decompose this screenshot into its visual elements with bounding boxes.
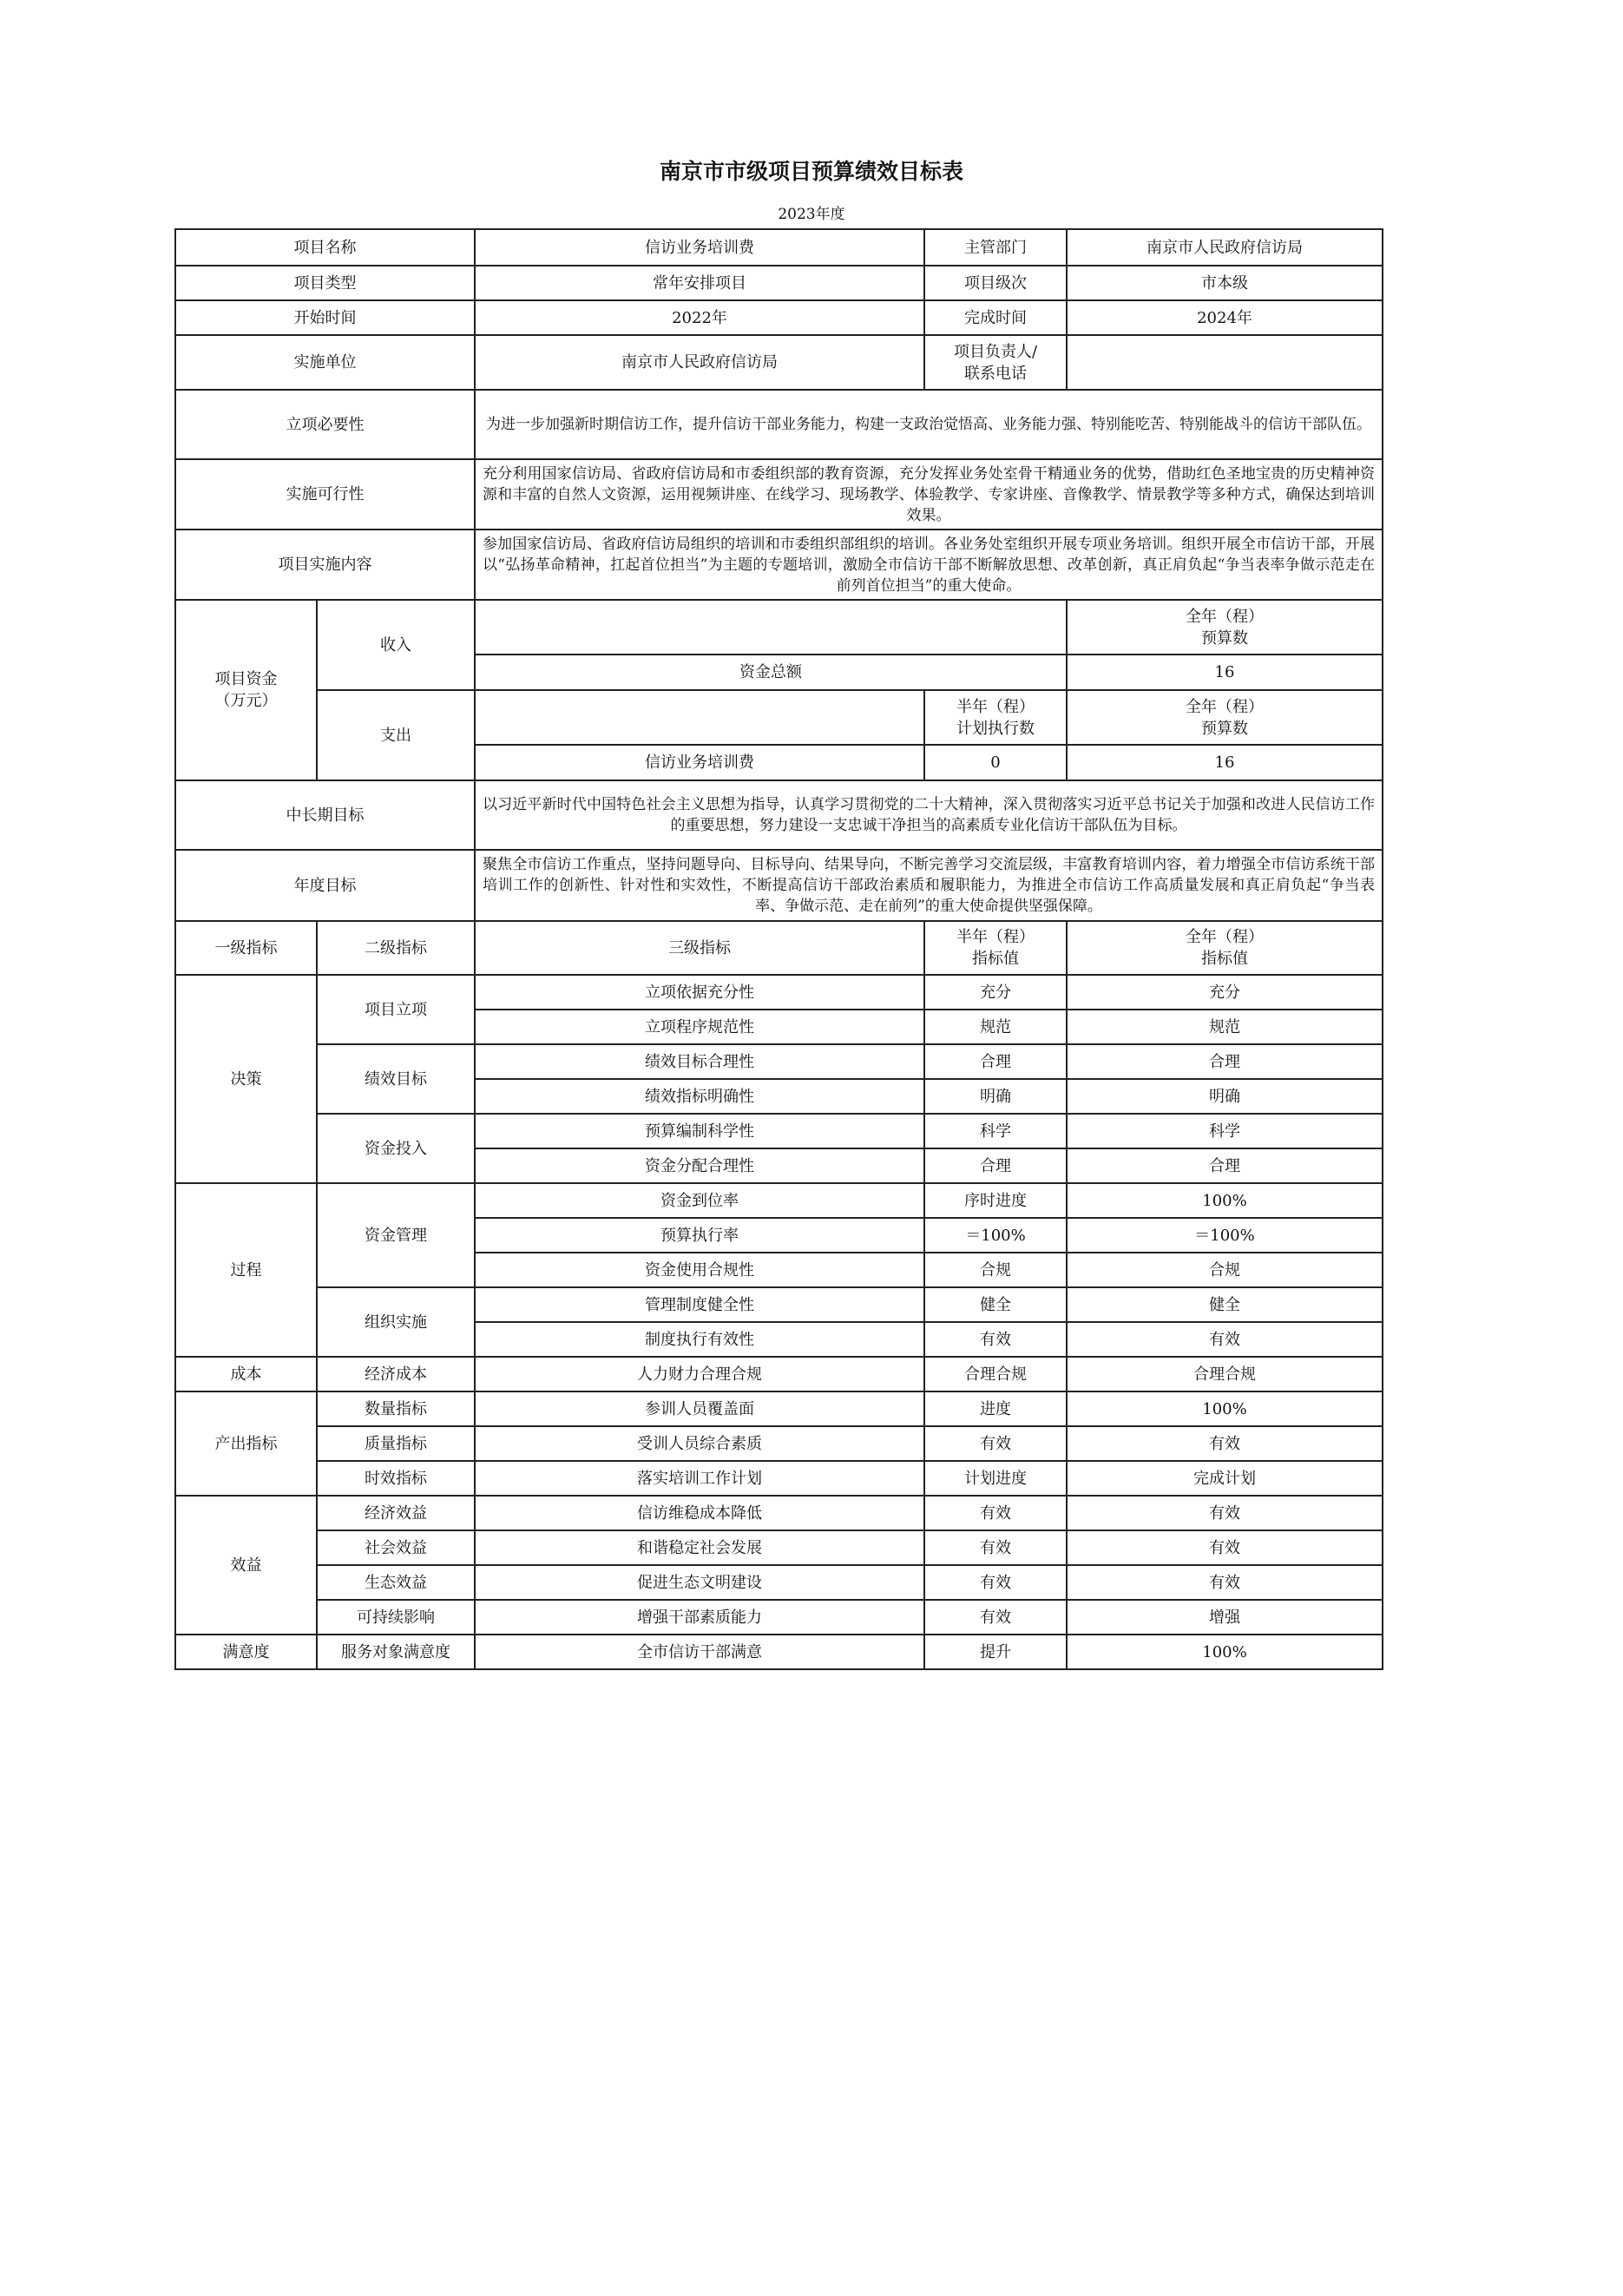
project-name: 信访业务培训费 [475, 229, 924, 266]
indicator-l2: 服务对象满意度 [317, 1635, 475, 1669]
indicator-half: 计划进度 [924, 1461, 1067, 1496]
header-full: 全年（程） 指标值 [1067, 921, 1383, 975]
indicator-l3: 管理制度健全性 [475, 1287, 924, 1322]
table-row [175, 1391, 1383, 1426]
expense-item-half: 0 [924, 745, 1067, 780]
contact-value [1067, 335, 1383, 390]
table-row [175, 1287, 1383, 1322]
indicator-l2: 项目立项 [317, 975, 475, 1044]
indicator-l2: 数量指标 [317, 1391, 475, 1426]
indicator-l3: 受训人员综合素质 [475, 1426, 924, 1461]
indicator-l1: 决策 [175, 975, 317, 1183]
indicator-l2: 质量指标 [317, 1426, 475, 1461]
expense-blank [475, 690, 924, 745]
indicator-full: 100% [1067, 1391, 1383, 1426]
indicator-full: 充分 [1067, 975, 1383, 1010]
indicator-half: 提升 [924, 1635, 1067, 1669]
indicator-l3: 人力财力合理合规 [475, 1357, 924, 1391]
indicator-full: 合理 [1067, 1148, 1383, 1183]
table-row [175, 1461, 1383, 1496]
header-l3: 三级指标 [475, 921, 924, 975]
indicator-l3: 和谐稳定社会发展 [475, 1530, 924, 1565]
indicator-half: 有效 [924, 1565, 1067, 1600]
indicator-l3: 立项程序规范性 [475, 1010, 924, 1044]
indicator-l2: 资金管理 [317, 1183, 475, 1287]
indicator-full: 合规 [1067, 1253, 1383, 1287]
expense-item-full: 16 [1067, 745, 1383, 780]
indicator-l3: 绩效目标合理性 [475, 1044, 924, 1079]
indicator-l3: 资金分配合理性 [475, 1148, 924, 1183]
indicator-full: 有效 [1067, 1322, 1383, 1357]
total-funds-label: 资金总额 [475, 655, 1067, 690]
funds-label: 项目资金 （万元） [175, 600, 317, 780]
necessity-label: 立项必要性 [175, 390, 475, 459]
indicator-l2: 经济效益 [317, 1496, 475, 1530]
indicator-half: 有效 [924, 1600, 1067, 1635]
table-row [175, 1183, 1383, 1218]
indicator-full: 有效 [1067, 1426, 1383, 1461]
indicator-l3: 落实培训工作计划 [475, 1461, 924, 1496]
indicator-full: 完成计划 [1067, 1461, 1383, 1496]
indicator-l2: 可持续影响 [317, 1600, 475, 1635]
impl-unit: 南京市人民政府信访局 [475, 335, 924, 390]
project-name-label: 项目名称 [175, 229, 475, 266]
table-row [175, 1635, 1383, 1669]
indicator-l3: 增强干部素质能力 [475, 1600, 924, 1635]
table-row [175, 1044, 1383, 1079]
indicator-half: 合规 [924, 1253, 1067, 1287]
indicator-half: 充分 [924, 975, 1067, 1010]
indicator-l3: 立项依据充分性 [475, 975, 924, 1010]
indicator-l3: 绩效指标明确性 [475, 1079, 924, 1114]
indicator-l3: 全市信访干部满意 [475, 1635, 924, 1669]
table-row [175, 1357, 1383, 1391]
indicator-half: ＝100% [924, 1218, 1067, 1253]
indicator-full: 明确 [1067, 1079, 1383, 1114]
table-row [175, 1496, 1383, 1530]
content-label: 项目实施内容 [175, 530, 475, 600]
contact-label: 项目负责人/ 联系电话 [924, 335, 1067, 390]
indicator-half: 科学 [924, 1114, 1067, 1148]
expense-half-header: 半年（程） 计划执行数 [924, 690, 1067, 745]
indicator-half: 有效 [924, 1496, 1067, 1530]
indicator-half: 进度 [924, 1391, 1067, 1426]
indicator-l1: 过程 [175, 1183, 317, 1357]
indicator-full: 有效 [1067, 1565, 1383, 1600]
indicator-l3: 预算执行率 [475, 1218, 924, 1253]
indicator-l3: 制度执行有效性 [475, 1322, 924, 1357]
indicator-full: 有效 [1067, 1530, 1383, 1565]
impl-unit-label: 实施单位 [175, 335, 475, 390]
indicator-full: 健全 [1067, 1287, 1383, 1322]
project-type-label: 项目类型 [175, 266, 475, 300]
indicator-l1: 产出指标 [175, 1391, 317, 1496]
indicator-half: 有效 [924, 1426, 1067, 1461]
mid-goal-text: 以习近平新时代中国特色社会主义思想为指导，认真学习贯彻党的二十大精神，深入贯彻落实习近平总书记关于加强和改进人民信访工作的重要思想，努力建设一支忠诚干净担当的高素质专业化信访干部队伍为目标。 [475, 780, 1383, 850]
indicator-l3: 参训人员覆盖面 [475, 1391, 924, 1426]
expense-label: 支出 [317, 690, 475, 780]
annual-goal-label: 年度目标 [175, 850, 475, 921]
performance-table [174, 228, 1383, 1670]
indicator-half: 有效 [924, 1530, 1067, 1565]
indicator-full: 有效 [1067, 1496, 1383, 1530]
dept-label: 主管部门 [924, 229, 1067, 266]
start-time: 2022年 [475, 300, 924, 335]
indicator-half: 合理合规 [924, 1357, 1067, 1391]
necessity-text: 为进一步加强新时期信访工作，提升信访干部业务能力，构建一支政治觉悟高、业务能力强、特别能吃苦、特别能战斗的信访干部队伍。 [475, 390, 1383, 459]
indicator-half: 合理 [924, 1044, 1067, 1079]
indicator-l2: 生态效益 [317, 1565, 475, 1600]
indicator-l3: 促进生态文明建设 [475, 1565, 924, 1600]
indicator-l2: 社会效益 [317, 1530, 475, 1565]
feasibility-text: 充分利用国家信访局、省政府信访局和市委组织部的教育资源，充分发挥业务处室骨干精通业务的优势，借助红色圣地宝贵的历史精神资源和丰富的自然人文资源，运用视频讲座、在线学习、现场教学、体验教学、专家讲座、音像教学、情景教学等多种方式，确保达到培训效果。 [475, 459, 1383, 530]
header-half: 半年（程） 指标值 [924, 921, 1067, 975]
project-type: 常年安排项目 [475, 266, 924, 300]
indicator-full: 合理 [1067, 1044, 1383, 1079]
indicator-full: 合理合规 [1067, 1357, 1383, 1391]
indicator-full: 100% [1067, 1635, 1383, 1669]
indicator-l1: 成本 [175, 1357, 317, 1391]
annual-goal-text: 聚焦全市信访工作重点，坚持问题导向、目标导向、结果导向，不断完善学习交流层级，丰富教育培训内容，着力增强全市信访系统干部培训工作的创新性、针对性和实效性，不断提高信访干部政治素质和履职能力，为推进全市信访工作高质量发展和真正肩负起“争当表率、争做示范、走在前列”的重大使命提供坚强保障。 [475, 850, 1383, 921]
indicator-l2: 绩效目标 [317, 1044, 475, 1114]
start-time-label: 开始时间 [175, 300, 475, 335]
indicator-l3: 预算编制科学性 [475, 1114, 924, 1148]
content-text: 参加国家信访局、省政府信访局组织的培训和市委组织部组织的培训。各业务处室组织开展专项业务培训。组织开展全市信访干部，开展以“弘扬革命精神，扛起首位担当”为主题的专题培训，激励全市信访干部不断解放思想、改革创新，真正肩负起“争当表率争做示范走在前列首位担当”的重大使命。 [475, 530, 1383, 600]
indicator-l2: 经济成本 [317, 1357, 475, 1391]
income-blank [475, 600, 1067, 655]
table-row [175, 1600, 1383, 1635]
page-title: 南京市市级项目预算绩效目标表 [659, 159, 963, 184]
indicator-half: 合理 [924, 1148, 1067, 1183]
end-time-label: 完成时间 [924, 300, 1067, 335]
budget-year: 2023年度 [778, 206, 845, 223]
indicator-half: 明确 [924, 1079, 1067, 1114]
mid-goal-label: 中长期目标 [175, 780, 475, 850]
indicator-l3: 资金到位率 [475, 1183, 924, 1218]
indicator-l1: 满意度 [175, 1635, 317, 1669]
indicator-l3: 资金使用合规性 [475, 1253, 924, 1287]
indicator-l3: 信访维稳成本降低 [475, 1496, 924, 1530]
indicator-full: 增强 [1067, 1600, 1383, 1635]
indicator-full: 100% [1067, 1183, 1383, 1218]
indicator-l2: 资金投入 [317, 1114, 475, 1183]
feasibility-label: 实施可行性 [175, 459, 475, 530]
table-row [175, 1565, 1383, 1600]
income-full-header: 全年（程） 预算数 [1067, 600, 1383, 655]
table-row [175, 1530, 1383, 1565]
indicator-full: ＝100% [1067, 1218, 1383, 1253]
indicator-half: 有效 [924, 1322, 1067, 1357]
table-row [175, 1114, 1383, 1148]
level-value: 市本级 [1067, 266, 1383, 300]
indicator-l2: 时效指标 [317, 1461, 475, 1496]
indicator-l2: 组织实施 [317, 1287, 475, 1357]
end-time: 2024年 [1067, 300, 1383, 335]
total-funds-value: 16 [1067, 655, 1383, 690]
level-label: 项目级次 [924, 266, 1067, 300]
dept-value: 南京市人民政府信访局 [1067, 229, 1383, 266]
header-l1: 一级指标 [175, 921, 317, 975]
header-l2: 二级指标 [317, 921, 475, 975]
indicator-full: 科学 [1067, 1114, 1383, 1148]
table-row [175, 975, 1383, 1010]
indicator-half: 规范 [924, 1010, 1067, 1044]
indicator-half: 健全 [924, 1287, 1067, 1322]
table-row [175, 1426, 1383, 1461]
indicator-full: 规范 [1067, 1010, 1383, 1044]
indicator-half: 序时进度 [924, 1183, 1067, 1218]
expense-item-name: 信访业务培训费 [475, 745, 924, 780]
expense-full-header: 全年（程） 预算数 [1067, 690, 1383, 745]
indicator-l1: 效益 [175, 1496, 317, 1635]
income-label: 收入 [317, 600, 475, 690]
